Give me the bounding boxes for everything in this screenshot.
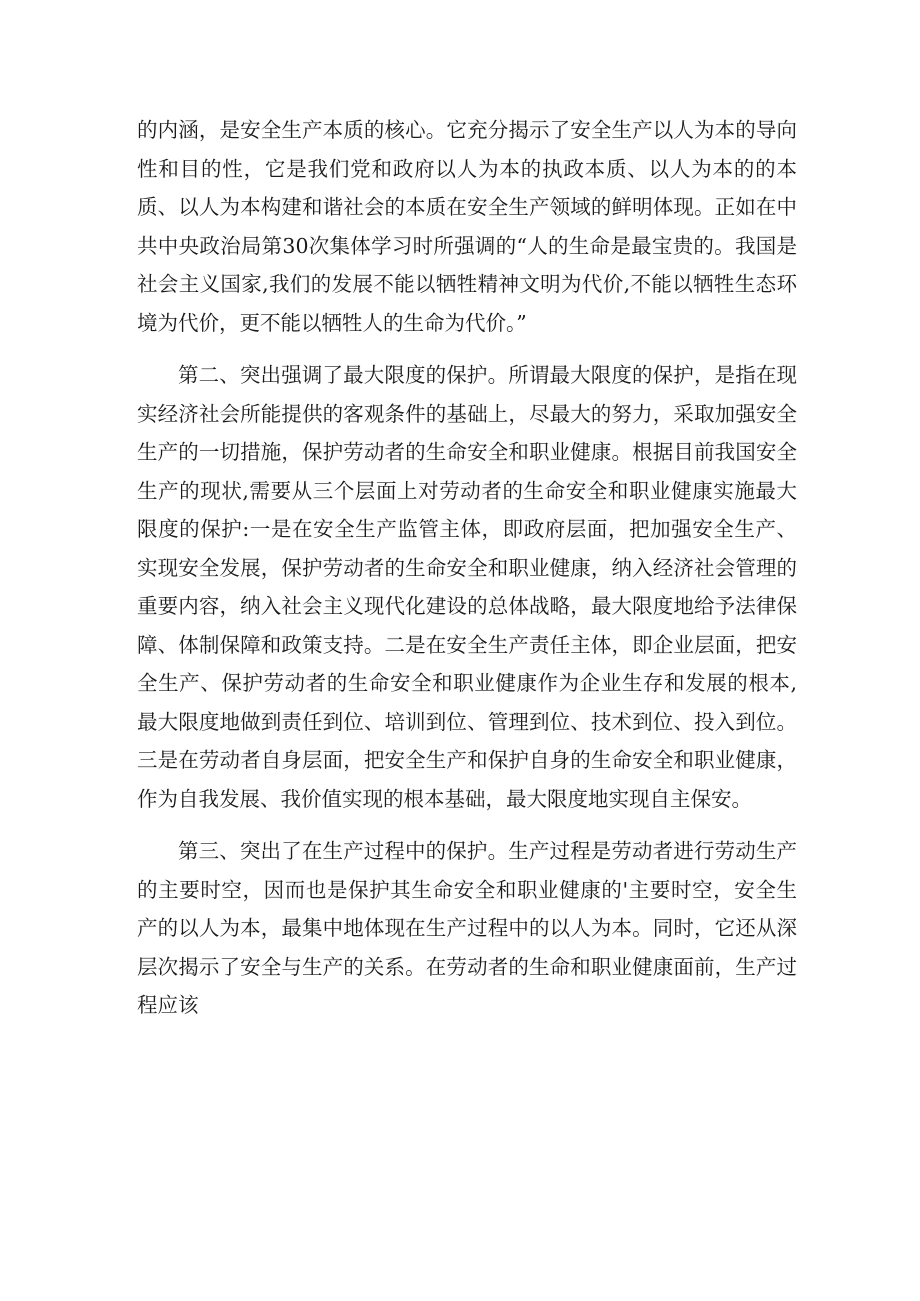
document-body — [137, 111, 797, 1025]
paragraph-2: 第二、突出强调了最大限度的保护。所谓最大限度的保护，是指在现实经济社会所能提供的客观条件的基础上，尽最大的努力，采取加强安全生产的一切措施，保护劳动者的生命安全和职业健康。根据目前我国安全生产的现状,需要从三个层面上对劳动者的生命安全和职业健康实施最大限度的保护:一是在安全生产监管主体，即政府层面，把加强安全生产、实现安全发展，保护劳动者的生命安全和职业健康，纳入经济社会管理的重要内容，纳入社会主义现代化建设的总体战略，最大限度地给予法律保障、体制保障和政策支持。二是在安全生产责任主体，即企业层面，把安全生产、保护劳动者的生命安全和职业健康作为企业生存和发展的根本,最大限度地做到责任到位、培训到位、管理到位、技术到位、投入到位。三是在劳动者自身层面，把安全生产和保护自身的生命安全和职业健康，作为自我发展、我价值实现的根本基础，最大限度地实现自主保安。 — [137, 363, 797, 811]
paragraph-1: 的内涵，是安全生产本质的核心。它充分揭示了安全生产以人为本的导向性和目的性，它是我们党和政府以人为本的执政本质、以人为本的的本质、以人为本构建和谐社会的本质在安全生产领域的鲜明体现。正如在中共中央政治局第30次集体学习时所强调的“人的生命是最宝贵的。我国是社会主义国家,我们的发展不能以牺牲精神文明为代价,不能以牺牲生态环境为代价，更不能以牺牲人的生命为代价。” — [137, 118, 797, 335]
paragraph-3: 第三、突出了在生产过程中的保护。生产过程是劳动者进行劳动生产的主要时空，因而也是保护其生命安全和职业健康的'主要时空，安全生产的以人为本，最集中地体现在生产过程中的以人为本。同时，它还从深层次揭示了安全与生产的关系。在劳动者的生命和职业健康面前，生产过程应该 — [137, 839, 797, 1017]
